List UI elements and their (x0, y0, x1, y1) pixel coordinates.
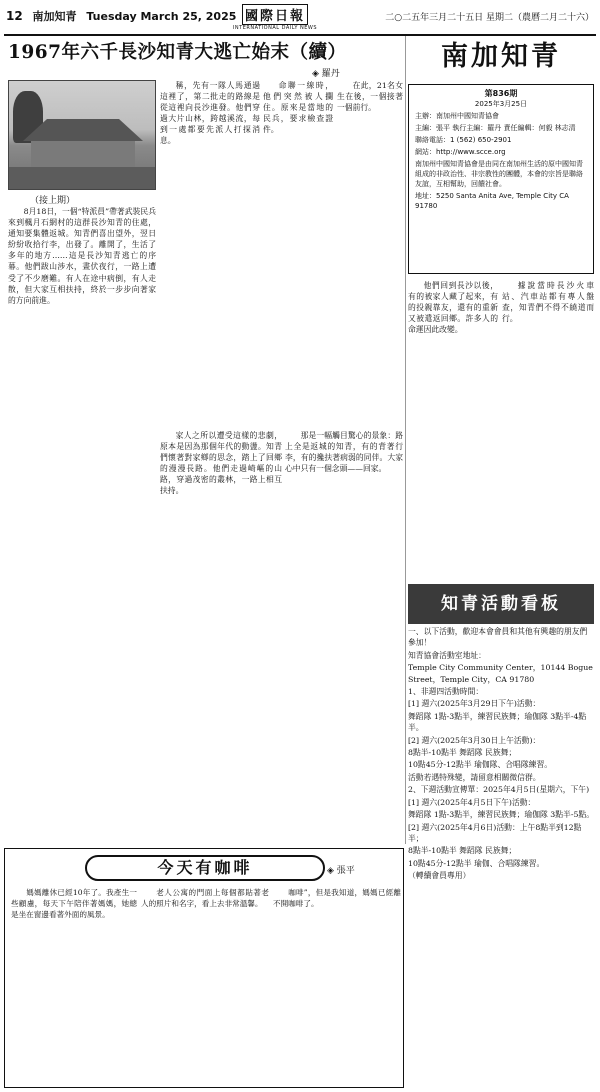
masthead-chinese: 國際日報 (242, 4, 308, 25)
events-list (408, 626, 594, 1088)
event-item: Temple City Community Center，10144 Bogue Street，Temple City，CA 91780 (408, 663, 593, 684)
page-header (4, 6, 596, 36)
article-column-mid: 家人之所以遭受這樣的悲劇，原本是因為那個年代的動盪。知青們懷著對家鄉的思念，踏上了回鄉的漫漫長路。他們走過崎嶇的山路，穿過茂密的叢林，一路上相互扶持。 (160, 431, 282, 496)
article-column-b: 命聯一線時，他們突然被人攔住。原來是當地的民兵，要求檢查證件。 (263, 81, 333, 135)
event-item: [2] 週六(2025年3月30日上午活動)： (408, 735, 541, 745)
section-brand: 南加知青 (441, 41, 561, 72)
coffee-essay-column-2: 老人公寓的門面上每個都貼著老人的照片和名字，看上去非常溫馨。 (141, 888, 269, 908)
article-column-a: 稱，先有一隊人馬通過這裡了，第二批走的路線是從這裡向長沙進發。他們穿過大片山林，跨越溪流，每到一處都要先派人打探消息。 (160, 81, 260, 146)
event-item: [1] 週六(2025年3月29日下午)活動： (408, 699, 541, 709)
event-item: [2] 週六(2025年4月6日)活動：上午8點半到12點半； (408, 822, 582, 843)
historic-photo (8, 80, 156, 190)
events-heading: 知青活動看板 (408, 584, 594, 624)
event-item: （轉續會員專用） (408, 871, 471, 881)
editors-text: 主編：張平 執行主編：羅丹 責任編輯：何毅 林志清 (415, 124, 576, 132)
association-note: 南加州中國知青協會是由同在南加州生活的原中國知青組成的非政治性、非宗教性的團體，本會的宗旨是聯絡友誼，互相幫助，回饋社會。 (415, 160, 583, 188)
coffee-essay-box (4, 848, 404, 1088)
phone-text: 聯絡電話：1 (562) 650-2901 (415, 136, 512, 144)
event-item: 8點半-10點半 舞蹈隊 民族舞； (408, 846, 517, 856)
article-column-mid2: 那是一幅觸目驚心的景象：路上全是返城的知青，有的背著行李，有的攙扶著病弱的同伴。大家心中只有一個念頭——回家。 (285, 431, 403, 474)
coffee-essay-title: 今天有咖啡 (85, 855, 325, 881)
chinese-date: 二○二五年三月二十五日 星期二（農曆二月二十六） (385, 13, 594, 23)
event-item: 活動若遇特殊變，請留意相關微信群。 (408, 772, 541, 782)
photo-ground-shape (9, 167, 155, 189)
event-item: 8點半-10點半 舞蹈隊 民族舞； (408, 748, 517, 758)
article-column-right-2: 據說當時長沙火車站、汽車站都有專人盤查，知青們不得不繞道而行。 (502, 281, 594, 324)
page-number: 12 (6, 9, 23, 23)
event-item: 知青協會活動室地址： (408, 650, 486, 660)
photo-caption: （接上期） (30, 196, 76, 206)
info-box (408, 84, 594, 274)
event-item: 2、下週活動宣傳單：2025年4月5日(星期六，下午) (408, 785, 590, 795)
article-column-left: 8月18日，一個“特派員”帶著武裝民兵來到楓月石網村的這群長沙知青的住處，通知要集體返城。知青們喜出望外，翌日紛紛收拾行李，出發了。離開了，生活了多年的地方……這是長沙知青逃亡的序幕。他們跋山涉水，晝伏夜行，一路上遭受了不少磨難。有人在途中病倒，有人走散，但大家互相扶持，終於一步步向著家的方向前進。 (8, 207, 156, 305)
article-byline: ◈ 羅丹 (312, 69, 340, 79)
event-item: 舞蹈隊 1點-3點半，練習民族舞；瑜伽隊 3點半-4點半。 (408, 711, 587, 733)
article-title: 1967年六千長沙知青大逃亡始末（續） (8, 42, 347, 63)
event-item: 10點45分-12點半 瑜伽隊、合唱隊練習。 (408, 760, 553, 770)
coffee-essay-column-3: 咖啡”，但是我知道，媽媽已經離不開咖啡了。 (273, 888, 401, 908)
issue-date: 2025年3月25日 (474, 100, 528, 108)
section-name: 南加知青 (32, 10, 77, 23)
coffee-essay-column-1: 媽媽離休已經10年了。我產生一些顧慮，每天下午陪伴著媽媽，她總是坐在窗邊看著外面的風景。 (11, 888, 137, 919)
event-item: 1、非週四活動時間： (408, 687, 484, 697)
masthead-english: INTERNATIONAL DAILY NEWS (232, 25, 318, 31)
article-column-right-1: 他們回到長沙以後，有的被家人藏了起來，有的投親靠友，還有的重新又被遣返回鄉。許多人的命運因此改變。 (408, 281, 498, 335)
event-item: 舞蹈隊 1點-3點半，練習民族舞；瑜伽隊 3點半-5點。 (408, 810, 594, 820)
article-column-c: 在此，21名女生在後，一個接著一個前行。 (337, 81, 403, 113)
english-date: Tuesday March 25, 2025 (86, 10, 237, 23)
event-item: 10點45分-12點半 瑜伽、合唱隊練習。 (408, 858, 545, 868)
column-divider (405, 36, 406, 844)
event-item: [1] 週六(2025年4月5日下午)活動： (408, 797, 536, 807)
publisher-text: 主辦：南加州中國知青協會 (415, 112, 499, 120)
issue-number: 第836期 (484, 89, 518, 98)
header-left (6, 8, 236, 24)
address-text: 地址：5250 Santa Anita Ave, Temple City CA 91780 (415, 192, 569, 210)
coffee-essay-byline: ◈ 張平 (327, 866, 355, 876)
event-item: 一、以下活動，歡迎本會會員和其他有興趣的朋友們參加！ (408, 627, 588, 648)
website-link[interactable]: 網站：http://www.scce.org (415, 148, 506, 156)
masthead (232, 4, 318, 31)
